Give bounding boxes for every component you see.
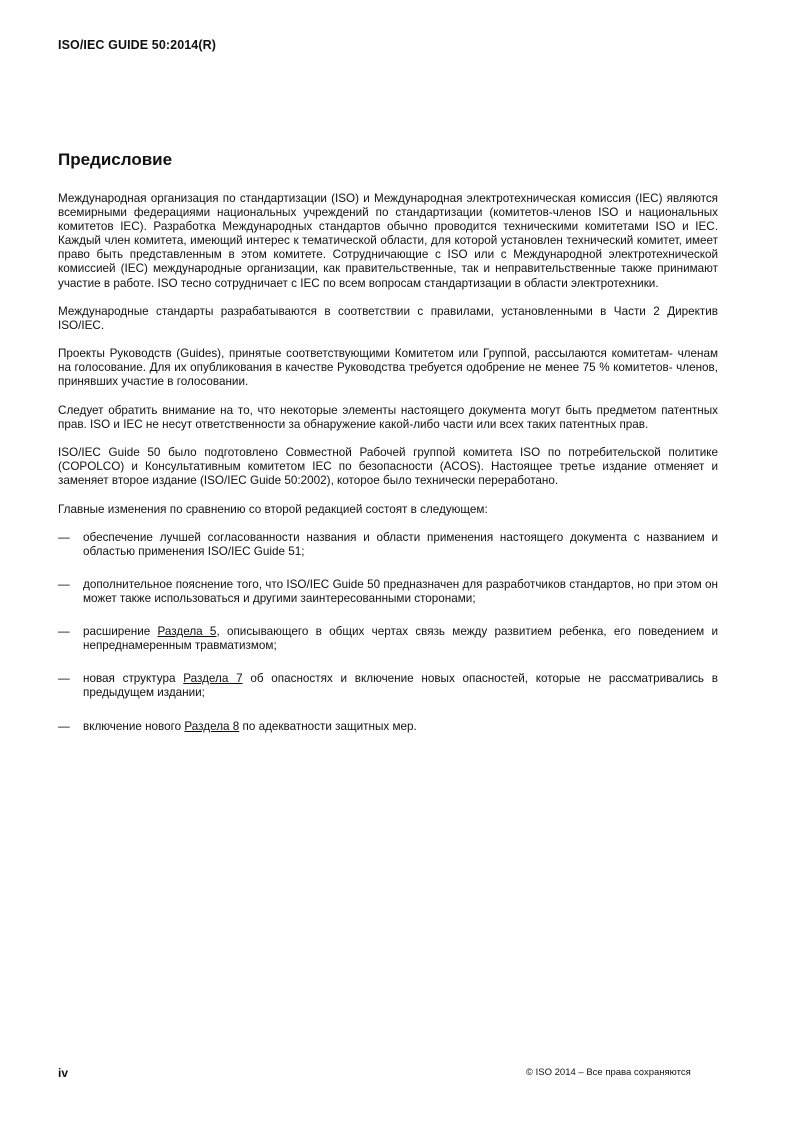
- paragraph-preparation: ISO/IEC Guide 50 было подготовлено Совместной Рабочей группой комитета ISO по потребительской политике (COPOLCO) и Консультативным комитетом IEC по безопасности (ACOS). Настоящее третье издание отменяет и заменяет второе издание (ISO/IEC Guide 50:2002), которое было технически переработано.: [58, 446, 718, 488]
- paragraph-patents: Следует обратить внимание на то, что некоторые элементы настоящего документа могут быть предметом патентных прав. ISO и IEC не несут ответственности за обнаружение какой-либо части или всех таких патентных прав.: [58, 403, 718, 431]
- section-7-link[interactable]: Раздела 7: [183, 672, 243, 686]
- list-item-text-start: новая структура: [83, 672, 184, 686]
- foreword-body: [58, 192, 718, 753]
- paragraph-organizations: Международная организация по стандартизации (ISO) и Международная электротехническая комиссия (IEC) являются всемирными федерациями национальных учреждений по стандартизации (комитетов-членов ISO и национальных комитетов IEC). Разработка Международных стандартов обычно проводится техническими комитетами ISO и IEC. Каждый член комитета, имеющий интерес к тематической области, для которой установлен технический комитет, имеет право быть представленным в этом комитете. Сотрудничающие с ISO или с Международной электротехнической комиссией (IEC) международные организации, как правительственные, так и неправительственные также принимают участие в работе. ISO тесно сотрудничает с IEC по всем вопросам стандартизации в области электротехники.: [58, 192, 718, 290]
- list-dash: —: [58, 578, 70, 591]
- list-dash: —: [58, 672, 70, 686]
- section-8-link[interactable]: Раздела 8: [184, 719, 240, 733]
- list-item-text: дополнительное пояснение того, что ISO/IEC Guide 50 предназначен для разработчиков стандартов, но при этом он может также использоваться и другими заинтересованными сторонами;: [83, 578, 718, 606]
- paragraph-changes-intro: Главные изменения по сравнению со второй редакцией состоят в следующем:: [58, 502, 488, 516]
- document-identifier: ISO/IEC GUIDE 50:2014(R): [58, 38, 217, 52]
- section-title: Предисловие: [58, 150, 173, 169]
- list-item: [58, 625, 718, 653]
- list-item: [58, 672, 718, 700]
- list-item-text-start: расширение: [83, 625, 158, 639]
- copyright-notice: © ISO 2014 – Все права сохраняются: [526, 1067, 691, 1078]
- paragraph-voting: Проекты Руководств (Guides), принятые соответствующими Комитетом или Группой, рассылаются комитетам- членам на голосование. Для их опубликования в качестве Руководства требуется одобрение не менее 75 % комитетов- членов, принявших участие в голосовании.: [58, 347, 718, 389]
- list-item-text-end: по адекватности защитных мер.: [239, 719, 417, 733]
- paragraph-directives: Международные стандарты разрабатываются в соответствии с правилами, установленными в Части 2 Директив ISO/IEC.: [58, 304, 718, 332]
- page-number: iv: [58, 1066, 69, 1080]
- list-dash: —: [58, 719, 70, 733]
- list-item-text-end: , описывающего в общих чертах связь между развитием ребенка, его поведением и непреднамеренным травматизмом;: [83, 625, 718, 653]
- list-item-text: обеспечение лучшей согласованности названия и области применения настоящего документа с названием и областью применения ISO/IEC Guide 51;: [83, 530, 718, 558]
- section-5-link[interactable]: Раздела 5: [157, 625, 217, 639]
- list-item: [58, 720, 718, 734]
- list-dash: —: [58, 530, 70, 544]
- list-dash: —: [58, 625, 70, 639]
- list-item: [58, 531, 718, 559]
- changes-list: [58, 531, 718, 734]
- list-item: [58, 578, 718, 606]
- list-item-text-end: об опасностях и включение новых опасностей, которые не рассматривались в предыдущем издании;: [83, 672, 718, 700]
- list-item-text-start: включение нового: [83, 719, 185, 733]
